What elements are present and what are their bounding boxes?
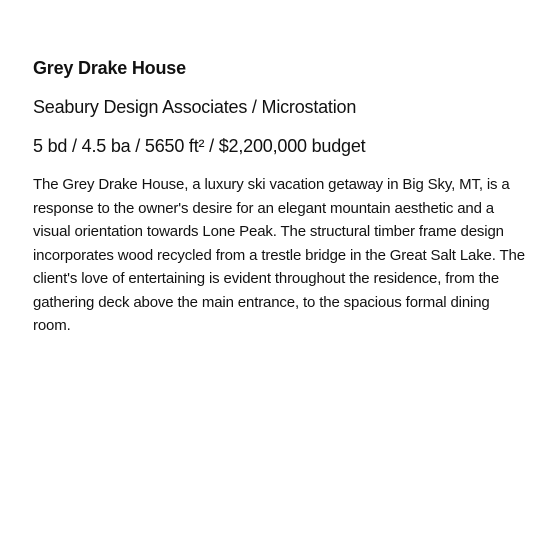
project-summary [33, 56, 525, 338]
project-title: Grey Drake House [33, 58, 186, 78]
project-firm: Seabury Design Associates / Microstation [33, 97, 357, 117]
project-description: The Grey Drake House, a luxury ski vacation getaway in Big Sky, MT, is a response to the owner's desire for an elegant mountain aesthetic and a visual orientation towards Lone Peak. The structural timber frame design incorporates wood recycled from a trestle bridge in the Great Salt Lake. The client's love of entertaining is evident throughout the residence, from the gathering deck above the main entrance, to the spacious formal dining room. [33, 176, 525, 334]
project-specs: 5 bd / 4.5 ba / 5650 ft² / $2,200,000 budget [33, 136, 366, 156]
